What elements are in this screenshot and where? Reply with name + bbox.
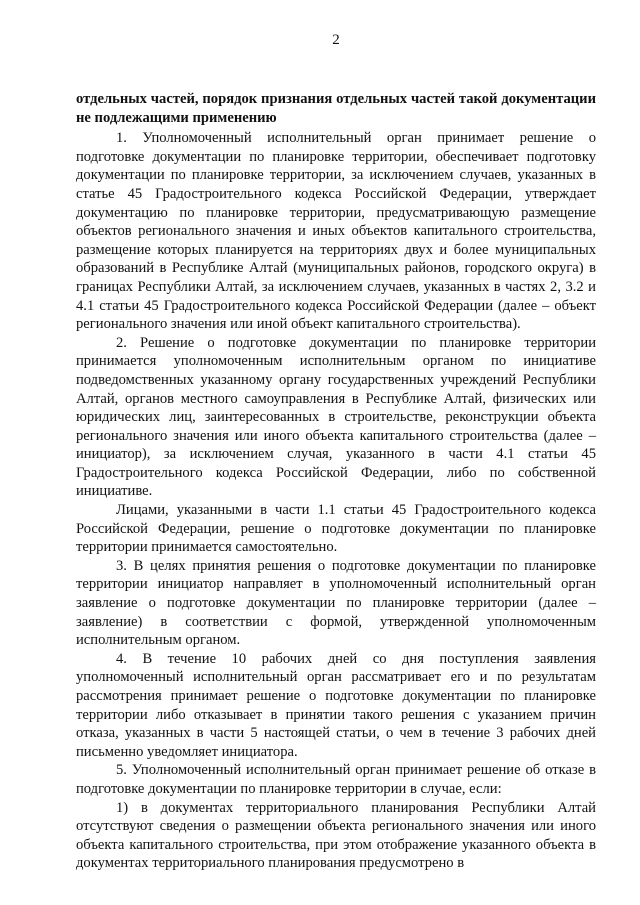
section-heading: отдельных частей, порядок признания отдельных частей такой документации не подлежащими применению	[76, 91, 596, 126]
paragraph-4: 3. В целях принятия решения о подготовке документации по планировке территории инициатор направляет в уполномоченный исполнительный орган заявление о подготовке документации по планировке территории (далее – заявление) в соответствии с формой, утвержденной уполномоченным исполнительным органом.	[76, 557, 596, 649]
paragraph-2: 2. Решение о подготовке документации по планировке территории принимается уполномоченным исполнительным органом по инициативе подведомственных указанному органу государственных учреждений Республики Алтай, органов местного самоуправления в Республике Алтай, физических или юридических лиц, заинтересованных в строительстве, реконструкции объекта регионального значения или иного объекта капитального строительства (далее – инициатор), за исключением случая, указанного в части 4.1 статьи 45 Градостроительного кодекса Российской Федерации, либо по собственной инициативе.	[76, 334, 596, 500]
page-number: 2	[332, 32, 340, 48]
paragraph-1: 1. Уполномоченный исполнительный орган принимает решение о подготовке документации по планировке территории, обеспечивает подготовку документации по планировке территории, за исключением случаев, указанных в статье 45 Градостроительного кодекса Российской Федерации, утверждает документацию по планировке территории, предусматривающую размещение объектов регионального значения и иных объектов капитального строительства, размещение которых планируется на территориях двух и более муниципальных образований в Республике Алтай (муниципальных районов, городского округа) в границах Республики Алтай, за исключением случаев, указанных в частях 2, 3.2 и 4.1 статьи 45 Градостроительного кодекса Российской Федерации (далее – объект регионального значения или иной объект капитального строительства).	[76, 130, 596, 333]
paragraph-7: 1) в документах территориального планирования Республики Алтай отсутствуют сведения о размещении объекта регионального значения или иного объекта капитального строительства, при этом отображение указанного объекта в документах территориального планирования предусмотрено в	[76, 799, 596, 872]
paragraph-6: 5. Уполномоченный исполнительный орган принимает решение об отказе в подготовке документации по планировке территории в случае, если:	[76, 762, 596, 797]
paragraph-3: Лицами, указанными в части 1.1 статьи 45 Градостроительного кодекса Российской Федерации, решение о подготовке документации по планировке территории принимается самостоятельно.	[76, 502, 596, 556]
document-page	[76, 30, 596, 873]
paragraph-5: 4. В течение 10 рабочих дней со дня поступления заявления уполномоченный исполнительный орган рассматривает его и по результатам рассмотрения принимает решение о подготовке документации по планировке территории либо отказывает в принятии такого решения с указанием причин отказа, указанных в части 5 настоящей статьи, о чем в течение 3 рабочих дней письменно уведомляет инициатора.	[76, 650, 596, 760]
